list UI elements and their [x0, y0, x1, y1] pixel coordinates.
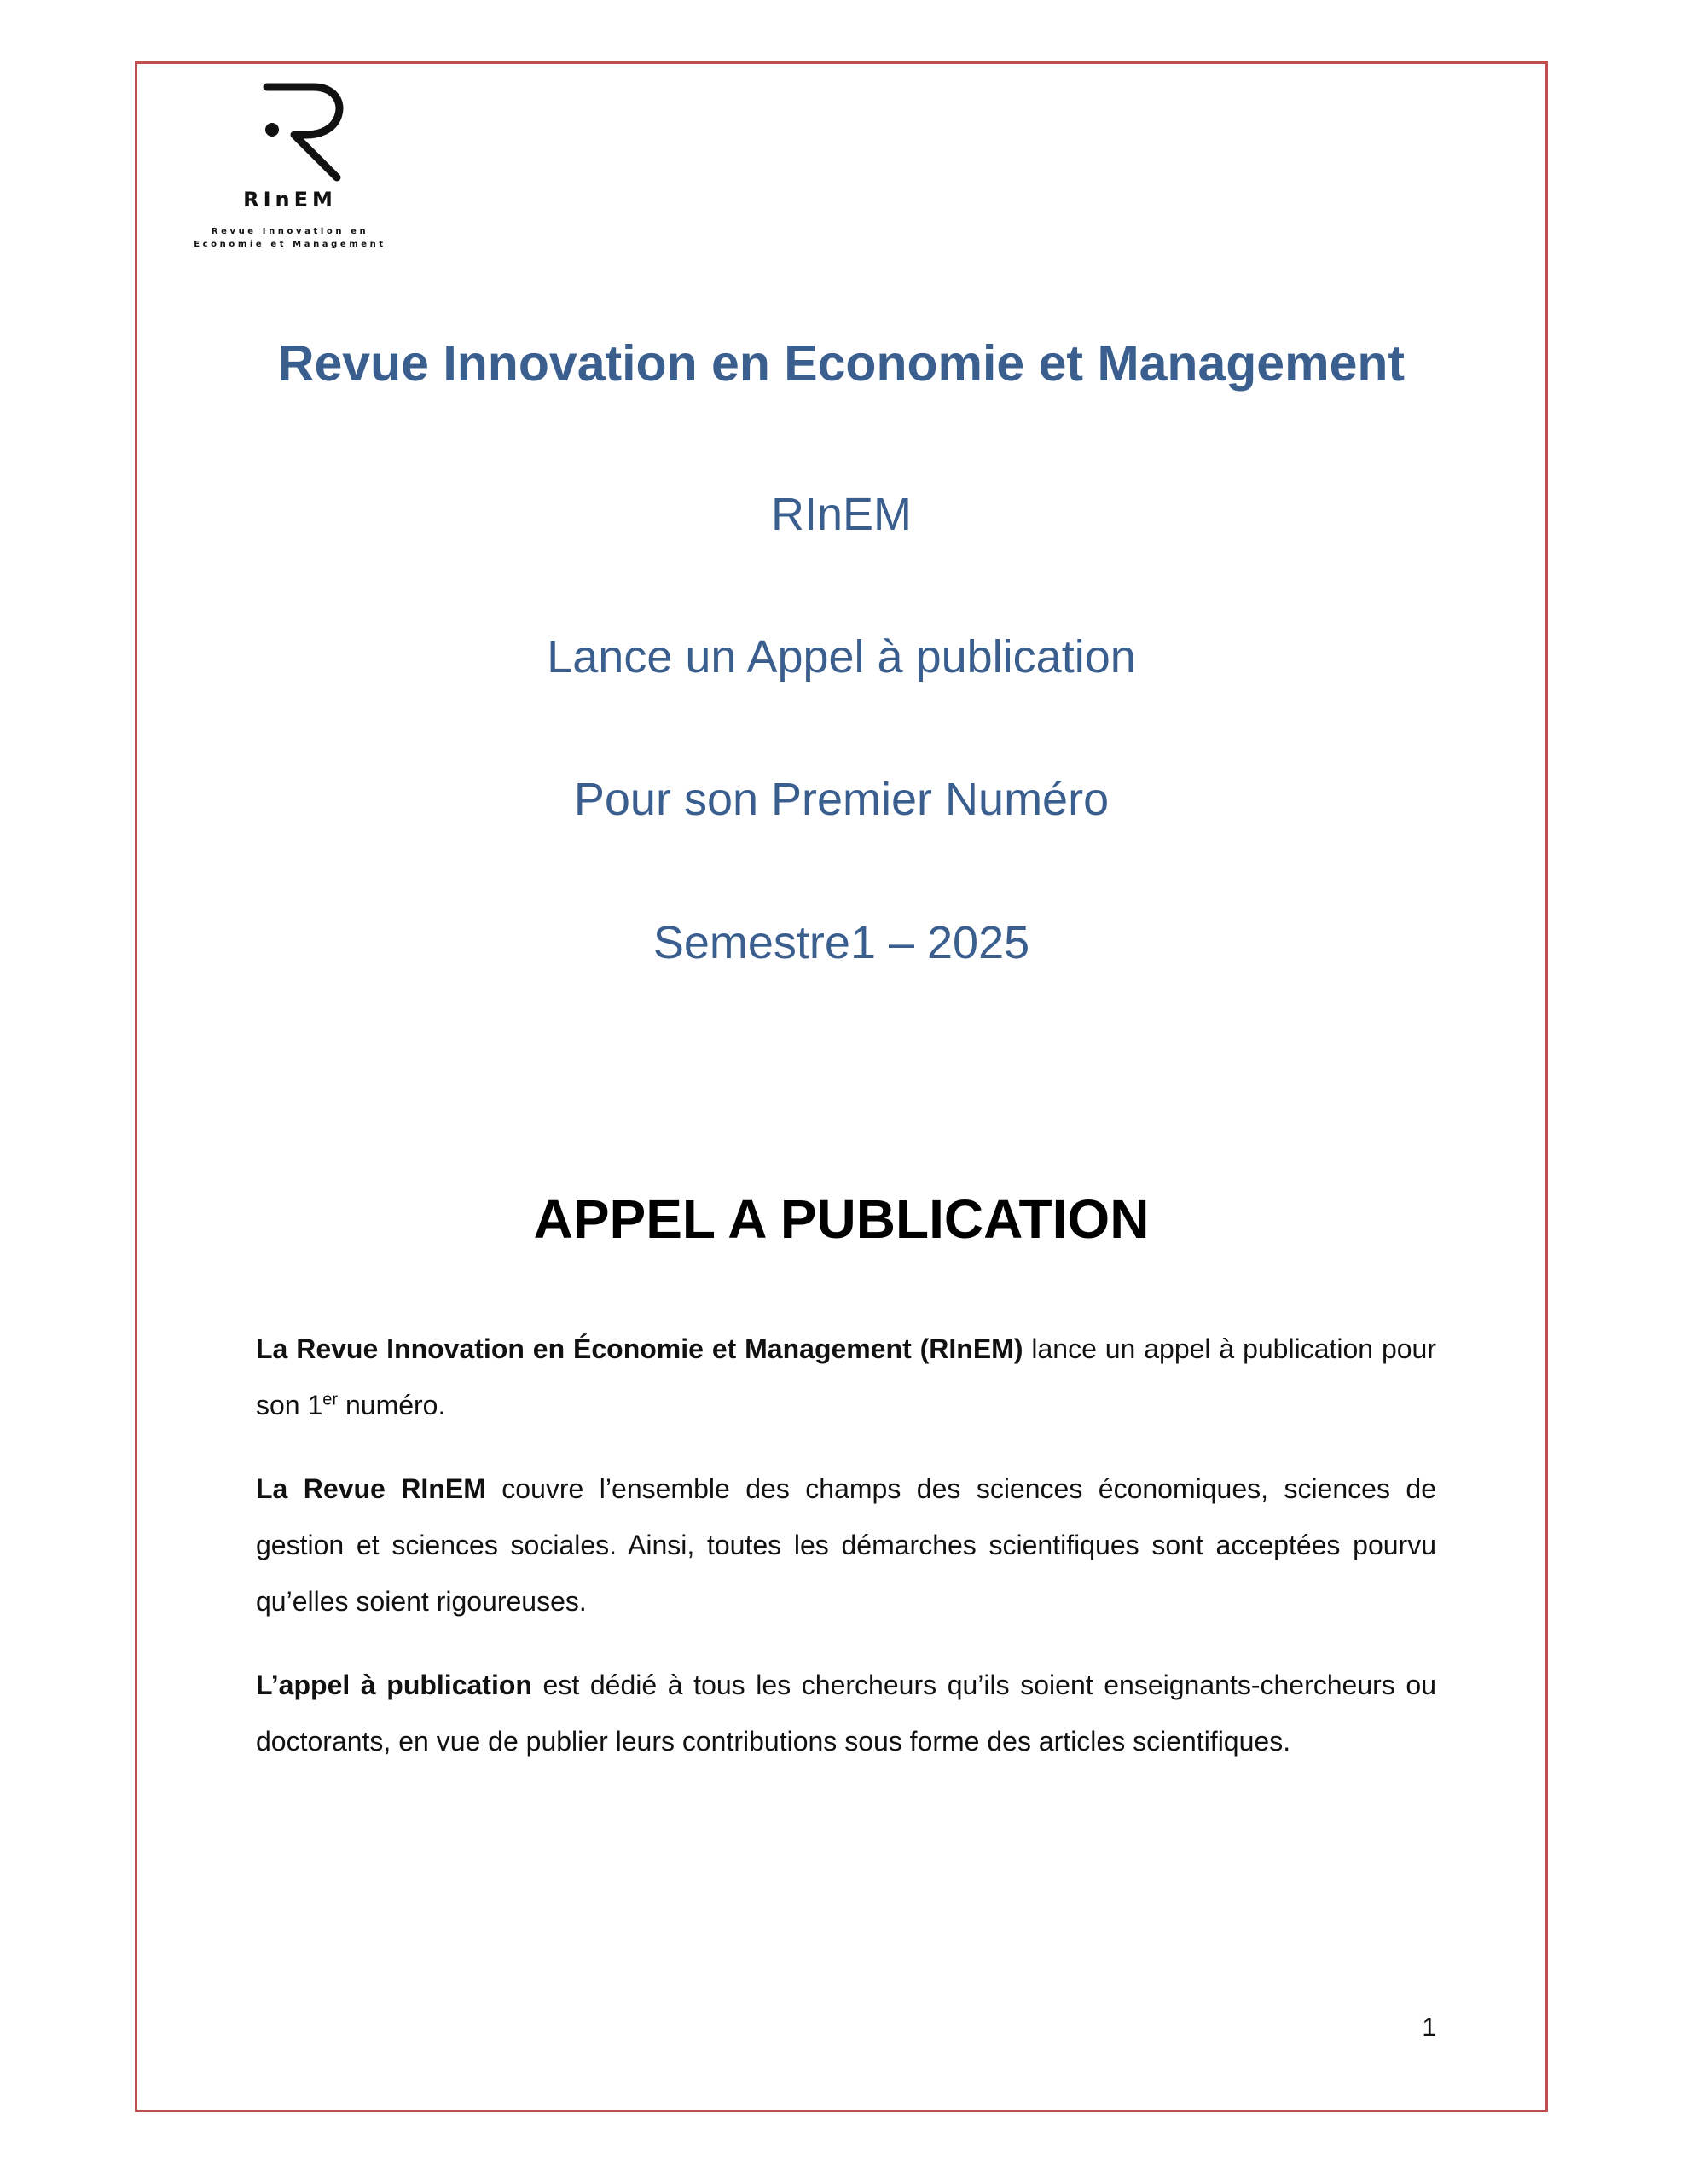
paragraph-1-text-a: lance un appel à publication pour son 1 — [256, 1333, 1437, 1420]
period-line: Semestre1 – 2025 — [652, 917, 1030, 968]
logo-tagline-line2: Economie et Management — [194, 240, 386, 249]
paragraph-1-text-b: numéro. — [338, 1390, 446, 1420]
logo-name: RInEM — [243, 188, 337, 212]
call-body — [256, 1321, 1436, 1797]
paragraph-2-text: couvre l’ensemble des champs des sciences économiques, sciences de gestion et sciences sociales. Ainsi, toutes les démarches scientifiques sont acceptées pourvu qu’elles soient rigoureuses. — [256, 1473, 1436, 1617]
issue-line: Pour son Premier Numéro — [573, 774, 1110, 825]
journal-logo — [171, 77, 418, 260]
journal-title: Revue Innovation en Economie et Management — [277, 335, 1406, 392]
paragraph-3-bold: L’appel à publication — [256, 1670, 532, 1700]
paragraph-1-superscript: er — [322, 1390, 339, 1409]
paragraph-1 — [256, 1321, 1436, 1433]
paragraph-3 — [256, 1657, 1436, 1769]
page-number: 1 — [1422, 2013, 1436, 2042]
paragraph-3-text: est dédié à tous les chercheurs qu’ils soient enseignants-chercheurs ou doctorants, en vue de publier leurs contributions sous forme des articles scientifiques. — [256, 1670, 1437, 1757]
call-heading: APPEL A PUBLICATION — [533, 1188, 1150, 1250]
paragraph-2 — [256, 1461, 1436, 1629]
paragraph-1-bold: La Revue Innovation en Économie et Management (RInEM) — [256, 1333, 1023, 1364]
logo-r-mark-icon — [235, 77, 345, 183]
journal-acronym: RInEM — [770, 489, 913, 540]
announcement-line: Lance un Appel à publication — [547, 631, 1136, 682]
paragraph-2-bold: La Revue RInEM — [256, 1473, 486, 1504]
logo-tagline-line1: Revue Innovation en — [211, 227, 369, 236]
